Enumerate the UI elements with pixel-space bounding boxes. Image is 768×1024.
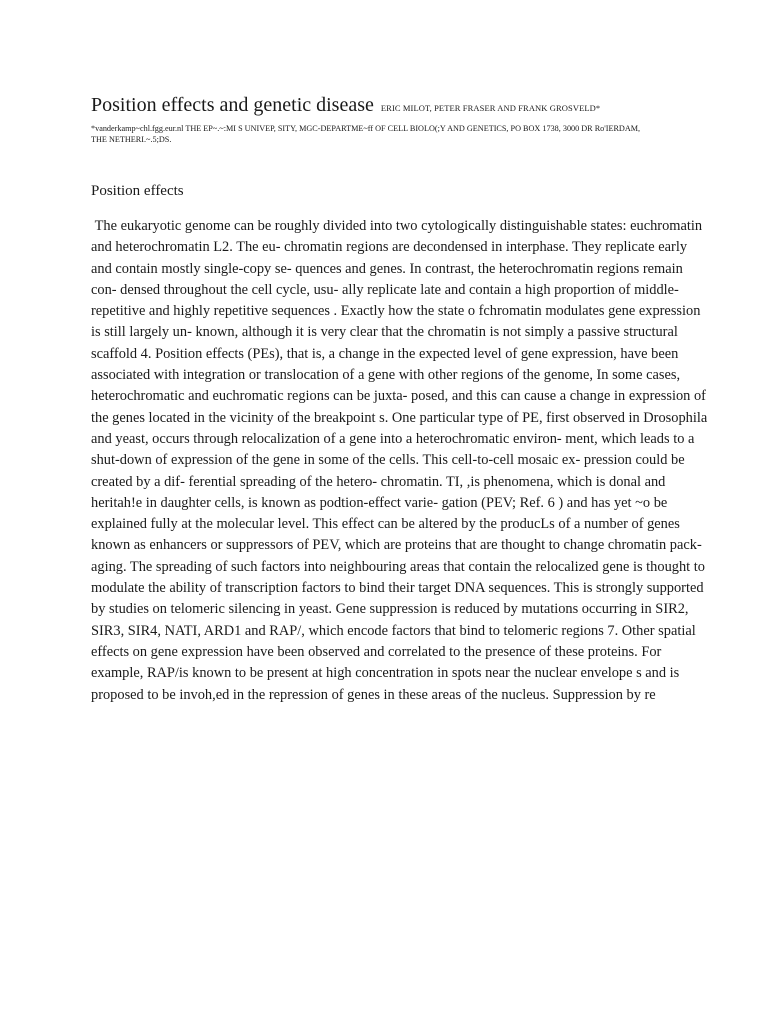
affiliation: *vanderkamp~chl.fgg.eur.nl THE EP~.~:MI S UNIVEP, SITY, MGC-DEPARTME~ff OF CELL BIOLO(;Y AND GENETICS, PO BOX 1738, 3000 DR Ro'IERDAM, THE NETHERI.~.5;DS.: [91, 124, 641, 144]
section-heading: Position effects: [91, 183, 184, 199]
document-page: [91, 93, 711, 706]
authors: ERIC MILOT, PETER FRASER AND FRANK GROSVELD*: [380, 103, 601, 113]
body-paragraph: The eukaryotic genome can be roughly divided into two cytologically distinguishable states: euchromatin and heterochromatin L2. The eu- chromatin regions are decondensed in interphase. They replicate early and contain mostly single-copy se- quences and genes. In contrast, the heterochromatin regions remain con- densed throughout the cell cycle, usu- ally replicate late and contain a high proportion of middle-repetitive and highly repetitive sequences . Exactly how the state o fchromatin modulates gene expression is still largely un- known, although it is very clear that the chromatin is not simply a passive structural scaffold 4. Position effects (PEs), that is, a change in the expected level of gene expression, have been associated with integration or translocation of a gene with other regions of the genome, In some cases, heterochromatic and euchromatic regions can be juxta- posed, and this can cause a change in expression of the genes located in the vicinity of the breakpoint s. One particular type of PE, first observed in Drosophila and yeast, occurs through relocalization of a gene into a heterochromatic environ- ment, which leads to a shut-down of expression of the gene in some of the cells. This cell-to-cell mosaic ex- pression could be created by a dif- ferential spreading of the hetero- chromatin. TI, ,is phenomena, which is donal and heritah!e in daughter cells, is known as podtion-effect varie- gation (PEV; Ref. 6 ) and has yet ~o be explained fully at the molecular level. This effect can be altered by the producLs of a number of genes known as enhancers or suppressors of PEV, which are proteins that are thought to change chromatin pack- aging. The spreading of such factors into neighbouring areas that contain the relocalized gene is thought to modulate the ability of transcription factors to bind their target DNA sequences. This is strongly supported by studies on telomeric silencing in yeast. Gene suppression is reduced by mutations occurring in SIR2, SIR3, SIR4, NATI, ARD1 and RAP/, which encode factors that bind to telomeric regions 7. Other spatial effects on gene expression have been observed and correlated to the presence of these proteins. For example, RAP/is known to be present at high concentration in spots near the nuclear envelope s and is proposed to be invoh,ed in the repression of genes in these areas of the nucleus. Suppression by re: [91, 218, 711, 703]
page-title: Position effects and genetic disease: [91, 94, 374, 116]
title-line: [91, 93, 711, 120]
